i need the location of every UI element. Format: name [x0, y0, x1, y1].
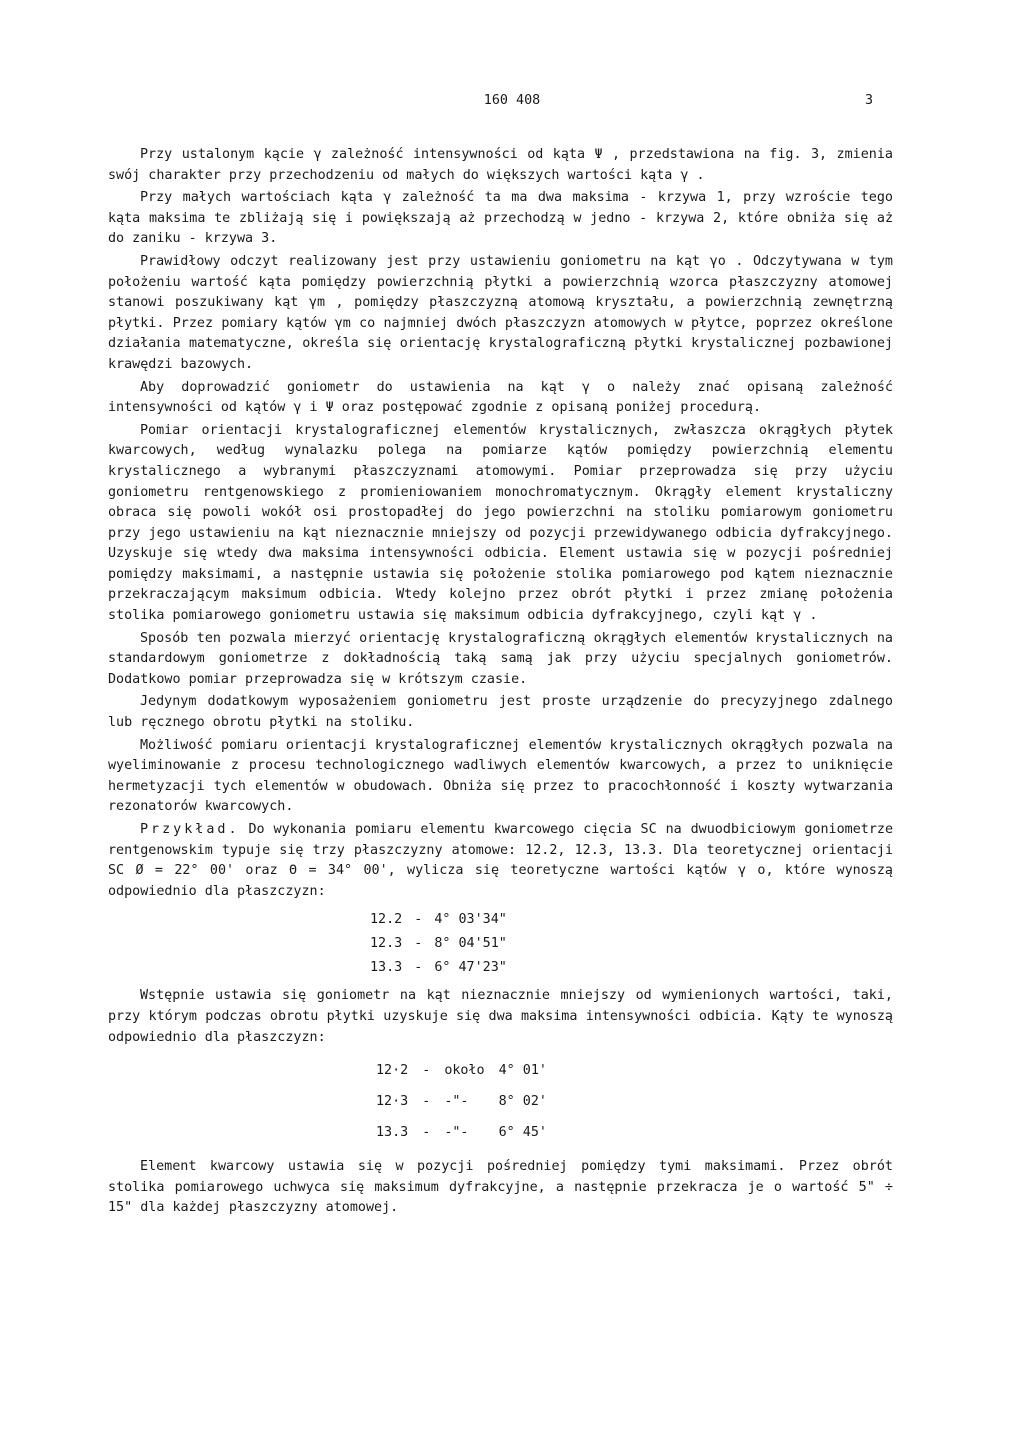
value-cell: 4° 01' [498, 1063, 547, 1079]
plane-cell: 12·3 [376, 1094, 409, 1110]
dash-cell: - [422, 1063, 431, 1079]
paragraph: Możliwość pomiaru orientacji krystalograficznej elementów krystalicznych okrągłych pozwala na wyeliminowanie z procesu technologicznego wadliwych elementów kwarcowych, a przez to uniknięcie hermetyzacji tych elementów w obudowach. Obniża się przez to pracochłonność i koszty wytwarzania rezonatorów kwarcowych. [108, 737, 893, 815]
measured-angles-table [376, 1056, 561, 1149]
value-cell: 6° 47'23" [434, 960, 507, 976]
dash-cell: - [414, 960, 423, 976]
plane-cell: 13.3 [376, 1125, 409, 1141]
table-row [370, 908, 519, 932]
note-cell: około [444, 1063, 485, 1079]
paragraph: Przy małych wartościach kąta γ zależność ta ma dwa maksima - krzywa 1, przy wzroście tego kąta maksima te zbliżają się i powiększają aż przechodzą w jedno - krzywa 2, które obniża się aż do zaniku - krzywa 3. [108, 190, 893, 247]
table-row [370, 932, 519, 956]
value-cell: 8° 04'51" [434, 936, 507, 952]
plane-cell: 13.3 [370, 960, 403, 976]
paragraph: Pomiar orientacji krystalograficznej elementów krystalicznych, zwłaszcza okrągłych płytek kwarcowych, według wynalazku polega na pomiarze kątów pomiędzy powierzchnią elementu krystalicznego a wybranymi płaszczyznami atomowymi. Pomiar przeprowadza się przy użyciu goniometru rentgenowskiego z promieniowaniem monochromatycznym. Okrągły element krystaliczny obraca się powoli wokół osi prostopadłej do jego powierzchni na stoliku pomiarowym goniometru przy jego ustawieniu na kąt nieznacznie mniejszy od pozycji przewidywanego odbicia dyfrakcyjnego. Uzyskuje się wtedy dwa maksima intensywności odbicia. Element ustawia się w pozycji pośredniej pomiędzy maksimami, a następnie ustawia się położenie stolika pomiarowego pod kątem nieznacznie przekraczającym maksimum odbicia. Wtedy kolejno przez obrót płytki i przez zmianę położenia stolika pomiarowego goniometru ustawia się maksimum odbicia dyfrakcyjnego, czyli kąt γ . [108, 422, 893, 624]
paragraph: Wstępnie ustawia się goniometr na kąt nieznacznie mniejszy od wymienionych wartości, taki, przy którym podczas obrotu płytki uzyskuje się dwa maksima intensywności odbicia. Kąty te wynoszą odpowiednio dla płaszczyzn: [108, 988, 893, 1045]
plane-cell: 12.2 [370, 912, 403, 928]
note-cell: -"- [444, 1094, 469, 1110]
paragraph: Jedynym dodatkowym wyposażeniem goniometru jest proste urządzenie do precyzyjnego zdalnego lub ręcznego obrotu płytki na stoliku. [108, 694, 893, 731]
plane-cell: 12·2 [376, 1063, 409, 1079]
value-cell: 6° 45' [498, 1125, 547, 1141]
dash-cell: - [422, 1125, 431, 1141]
value-cell: 8° 02' [498, 1094, 547, 1110]
example-paragraph [108, 820, 893, 902]
page-number: 3 [864, 93, 873, 108]
table-row [376, 1118, 561, 1149]
dash-cell: - [414, 936, 423, 952]
example-text: Do wykonania pomiaru elementu kwarcowego cięcia SC na dwuodbiciowym goniometrze rentgenowskim typuje się trzy płaszczyzny atomowe: 12.2, 12.3, 13.3. Dla teoretycznej orientacji SC Ø = 22° 00' oraz Θ = 34° 00', wylicza się teoretyczne wartości kątów γ o, które wynoszą odpowiednio dla płaszczyzn: [108, 822, 894, 899]
example-label: Przykład. [140, 822, 240, 837]
dash-cell: - [414, 912, 423, 928]
document-number: 160 408 [483, 93, 541, 108]
table-row [376, 1087, 561, 1118]
plane-cell: 12.3 [370, 936, 403, 952]
paragraph: Element kwarcowy ustawia się w pozycji pośredniej pomiędzy tymi maksimami. Przez obrót stolika pomiarowego uchwyca się maksimum dyfrakcyjne, a następnie przekracza je o wartość 5" ÷ 15" dla każdej płaszczyzny atomowej. [108, 1159, 893, 1216]
paragraph: Aby doprowadzić goniometr do ustawienia na kąt γ o należy znać opisaną zależność intensywności od kątów γ i Ψ oraz postępować zgodnie z opisaną poniżej procedurą. [108, 379, 893, 416]
paragraph: Sposób ten pozwala mierzyć orientację krystalograficzną okrągłych elementów krystalicznych na standardowym goniometrze z dokładnością taką samą jak przy użyciu specjalnych goniometrów. Dodatkowo pomiar przeprowadza się w krótszym czasie. [108, 630, 893, 687]
theoretical-angles-table [370, 908, 519, 980]
value-cell: 4° 03'34" [434, 912, 507, 928]
paragraph: Przy ustalonym kącie γ zależność intensywności od kąta Ψ , przedstawiona na fig. 3, zmienia swój charakter przy przechodzeniu od małych do większych wartości kąta γ . [108, 147, 893, 183]
body-text [108, 145, 893, 1219]
table-row [376, 1056, 561, 1087]
note-cell: -"- [444, 1125, 469, 1141]
table-row [370, 956, 519, 980]
paragraph: Prawidłowy odczyt realizowany jest przy ustawieniu goniometru na kąt γo . Odczytywana w tym położeniu wartość kąta pomiędzy powierzchnią płytki a powierzchnią wzorca płaszczyzny atomowej stanowi poszukiwany kąt γm , pomiędzy płaszczyzną atomową kryształu, a powierzchnią zewnętrzną płytki. Przez pomiary kątów γm co najmniej dwóch płaszczyzn atomowych w płytce, poprzez określone działania matematyczne, określa się orientację krystalograficzną płytki krystalicznej pozbawionej krawędzi bazowych. [108, 253, 893, 372]
dash-cell: - [422, 1094, 431, 1110]
